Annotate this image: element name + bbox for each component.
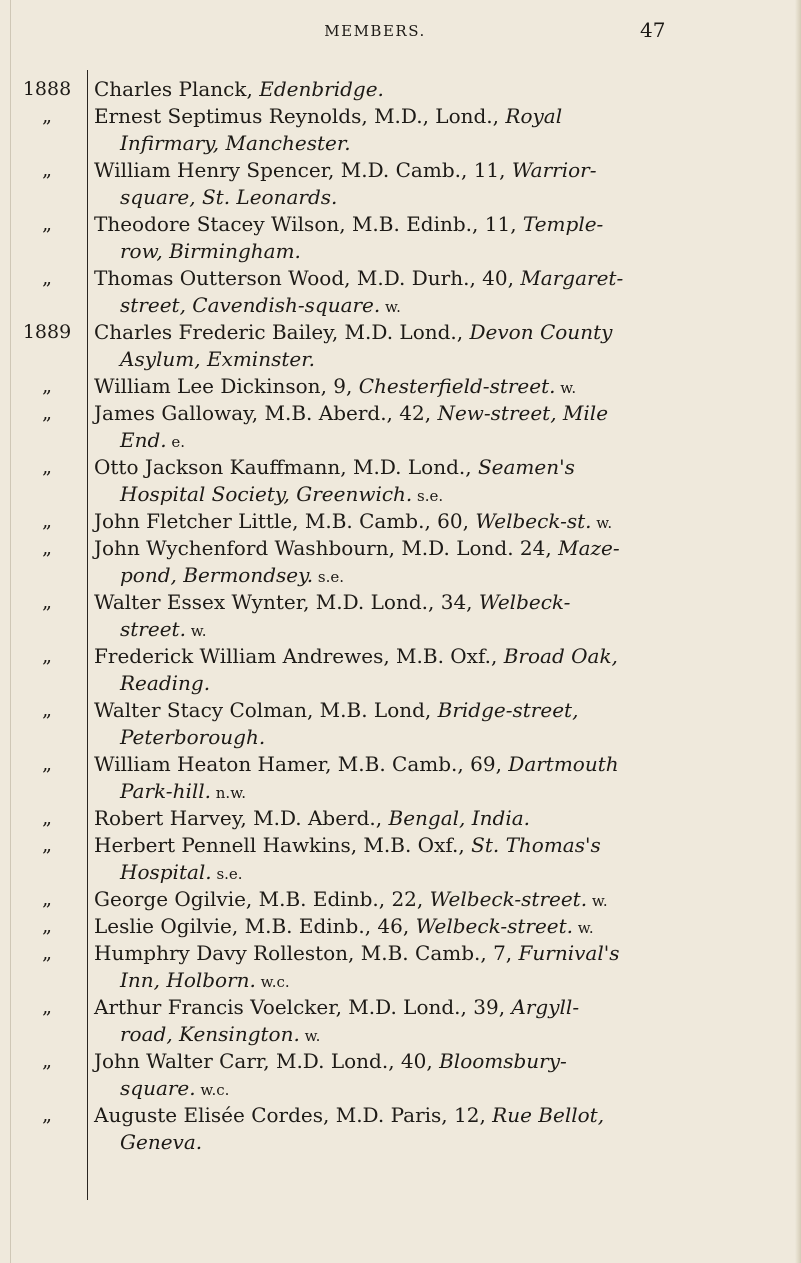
member-address: Peterborough.	[120, 725, 266, 749]
member-name: John Walter Carr, M.D. Lond., 40,	[94, 1049, 440, 1073]
year-cell	[14, 346, 80, 373]
entry-continuation	[94, 967, 784, 994]
member-entry	[94, 805, 784, 832]
member-entry	[94, 697, 784, 724]
postal-district: w.	[185, 622, 207, 640]
member-name: Charles Frederic Bailey, M.D. Lond.,	[94, 320, 470, 344]
postal-district: w.	[591, 514, 613, 532]
member-entry	[94, 913, 784, 940]
member-name: William Lee Dickinson, 9,	[94, 374, 359, 398]
entry-continuation	[94, 778, 784, 805]
member-address: street.	[120, 617, 186, 641]
member-name: Frederick William Andrewes, M.B. Oxf.,	[94, 644, 504, 668]
member-entry	[94, 103, 784, 130]
member-name: Herbert Pennell Hawkins, M.B. Oxf.,	[94, 833, 472, 857]
member-entry	[94, 508, 784, 535]
page-shadow	[795, 0, 801, 1263]
member-address: Seamen's	[477, 455, 575, 479]
member-name: Leslie Ogilvie, M.B. Edinb., 46,	[94, 914, 416, 938]
postal-district: n.w.	[211, 784, 247, 802]
member-name: Auguste Elisée Cordes, M.D. Paris, 12,	[94, 1103, 493, 1127]
members-list	[94, 76, 784, 1156]
member-address: Margaret-	[520, 266, 624, 290]
member-address: pond, Bermondsey.	[120, 563, 314, 587]
year-cell	[14, 859, 80, 886]
entry-continuation	[94, 1021, 784, 1048]
year-cell: „	[42, 753, 52, 775]
postal-district: w.c.	[255, 973, 290, 991]
member-entry	[94, 832, 784, 859]
entry-continuation	[94, 184, 784, 211]
member-name: Walter Essex Wynter, M.D. Lond., 34,	[94, 590, 479, 614]
year-cell	[14, 292, 80, 319]
postal-district: w.c.	[195, 1081, 230, 1099]
entry-continuation	[94, 1129, 784, 1156]
year-cell	[14, 562, 80, 589]
entry-continuation	[94, 238, 784, 265]
entry-continuation	[94, 481, 784, 508]
member-name: Thomas Outterson Wood, M.D. Durh., 40,	[94, 266, 521, 290]
year-cell	[14, 130, 80, 157]
member-address: Dartmouth	[508, 752, 619, 776]
member-entry	[94, 76, 784, 103]
member-address: Rue Bellot,	[492, 1103, 605, 1127]
member-name: Theodore Stacey Wilson, M.B. Edinb., 11,	[94, 212, 523, 236]
year-cell: „	[42, 159, 52, 181]
page-edge	[10, 0, 11, 1263]
postal-district: w.	[587, 892, 608, 910]
member-entry	[94, 157, 784, 184]
member-entry	[94, 1102, 784, 1129]
member-address: Welbeck-street.	[429, 887, 588, 911]
member-entry	[94, 886, 784, 913]
postal-district: w.	[555, 379, 577, 397]
year-cell: „	[42, 699, 52, 721]
year-cell	[14, 184, 80, 211]
year-cell: „	[42, 888, 52, 910]
member-entry	[94, 643, 784, 670]
member-address: Broad Oak,	[503, 644, 618, 668]
member-address: Devon County	[469, 320, 613, 344]
member-address: Reading.	[120, 671, 211, 695]
member-address: Royal	[505, 104, 563, 128]
year-cell	[14, 724, 80, 751]
member-name: George Ogilvie, M.B. Edinb., 22,	[94, 887, 430, 911]
member-address: square.	[120, 1076, 196, 1100]
year-cell: 1889	[22, 321, 72, 343]
member-entry	[94, 940, 784, 967]
member-address: row, Birmingham.	[120, 239, 301, 263]
year-cell	[14, 616, 80, 643]
member-address: Welbeck-	[478, 590, 571, 614]
member-entry	[94, 265, 784, 292]
year-cell	[14, 967, 80, 994]
member-entry	[94, 454, 784, 481]
entry-continuation	[94, 724, 784, 751]
year-cell	[14, 1075, 80, 1102]
year-cell: „	[42, 834, 52, 856]
year-cell	[14, 238, 80, 265]
year-column	[14, 76, 80, 1156]
member-address: Welbeck-street.	[415, 914, 574, 938]
year-cell: „	[42, 456, 52, 478]
member-address: Bridge-street,	[437, 698, 579, 722]
member-name: Otto Jackson Kauffmann, M.D. Lond.,	[94, 455, 478, 479]
member-address: Geneva.	[120, 1130, 203, 1154]
member-name: Arthur Francis Voelcker, M.D. Lond., 39,	[94, 995, 512, 1019]
member-name: John Fletcher Little, M.B. Camb., 60,	[94, 509, 476, 533]
year-cell: „	[42, 1050, 52, 1072]
member-name: Charles Planck,	[94, 77, 260, 101]
year-cell	[14, 1021, 80, 1048]
year-cell: „	[42, 915, 52, 937]
entry-continuation	[94, 427, 784, 454]
member-entry	[94, 994, 784, 1021]
year-cell: „	[42, 375, 52, 397]
member-address: Bengal, India.	[388, 806, 531, 830]
year-cell	[14, 427, 80, 454]
member-entry	[94, 751, 784, 778]
member-name: Robert Harvey, M.D. Aberd.,	[94, 806, 389, 830]
member-address: Edenbridge.	[259, 77, 384, 101]
member-address: Park-hill.	[120, 779, 211, 803]
member-address: Hospital.	[120, 860, 212, 884]
member-name: William Heaton Hamer, M.B. Camb., 69,	[94, 752, 509, 776]
year-cell: „	[42, 1104, 52, 1126]
member-address: Furnival's	[518, 941, 620, 965]
member-address: Infirmary, Manchester.	[120, 131, 351, 155]
year-cell: „	[42, 213, 52, 235]
member-address: St. Thomas's	[471, 833, 601, 857]
member-name: Humphry Davy Rolleston, M.B. Camb., 7,	[94, 941, 519, 965]
postal-district: w.	[380, 298, 401, 316]
year-cell: „	[42, 537, 52, 559]
member-name: Walter Stacy Colman, M.B. Lond,	[94, 698, 438, 722]
member-address: Warrior-	[511, 158, 597, 182]
year-cell: 1888	[22, 78, 72, 100]
entry-continuation	[94, 346, 784, 373]
member-address: Argyll-	[511, 995, 580, 1019]
member-address: Temple-	[522, 212, 604, 236]
postal-district: w.	[573, 919, 594, 937]
member-entry	[94, 319, 784, 346]
year-cell: „	[42, 510, 52, 532]
member-address: square, St. Leonards.	[120, 185, 338, 209]
year-cell	[14, 481, 80, 508]
member-entry	[94, 535, 784, 562]
column-rule	[87, 70, 88, 1200]
entry-continuation	[94, 616, 784, 643]
member-address: Maze-	[558, 536, 620, 560]
member-address: End.	[120, 428, 167, 452]
member-entry	[94, 1048, 784, 1075]
year-cell: „	[42, 105, 52, 127]
member-name: John Wychenford Washbourn, M.D. Lond. 24,	[94, 536, 559, 560]
member-name: Ernest Septimus Reynolds, M.D., Lond.,	[94, 104, 506, 128]
year-cell: „	[42, 402, 52, 424]
entry-continuation	[94, 859, 784, 886]
postal-district: s.e.	[412, 487, 444, 505]
entry-continuation	[94, 562, 784, 589]
member-entry	[94, 373, 784, 400]
year-cell: „	[42, 591, 52, 613]
year-cell: „	[42, 942, 52, 964]
year-cell: „	[42, 996, 52, 1018]
page-title: MEMBERS.	[324, 22, 426, 40]
member-address: Chesterfield-street.	[358, 374, 556, 398]
member-entry	[94, 589, 784, 616]
entry-continuation	[94, 292, 784, 319]
year-cell: „	[42, 645, 52, 667]
year-cell	[14, 778, 80, 805]
member-address: Inn, Holborn.	[120, 968, 256, 992]
entry-continuation	[94, 1075, 784, 1102]
member-entry	[94, 400, 784, 427]
member-address: New-street, Mile	[437, 401, 609, 425]
member-entry	[94, 211, 784, 238]
entry-continuation	[94, 130, 784, 157]
postal-district: w.	[299, 1027, 321, 1045]
postal-district: s.e.	[211, 865, 243, 883]
year-cell	[14, 1129, 80, 1156]
year-cell	[14, 670, 80, 697]
entry-continuation	[94, 670, 784, 697]
member-name: William Henry Spencer, M.D. Camb., 11,	[94, 158, 512, 182]
postal-district: s.e.	[313, 568, 345, 586]
member-name: James Galloway, M.B. Aberd., 42,	[94, 401, 438, 425]
year-cell: „	[42, 267, 52, 289]
member-address: Hospital Society, Greenwich.	[120, 482, 413, 506]
member-address: street, Cavendish-square.	[120, 293, 381, 317]
year-cell: „	[42, 807, 52, 829]
member-address: road, Kensington.	[120, 1022, 300, 1046]
member-address: Asylum, Exminster.	[120, 347, 315, 371]
page-number: 47	[640, 18, 666, 42]
member-address: Bloomsbury-	[439, 1049, 567, 1073]
postal-district: e.	[166, 433, 186, 451]
member-address: Welbeck-st.	[475, 509, 592, 533]
